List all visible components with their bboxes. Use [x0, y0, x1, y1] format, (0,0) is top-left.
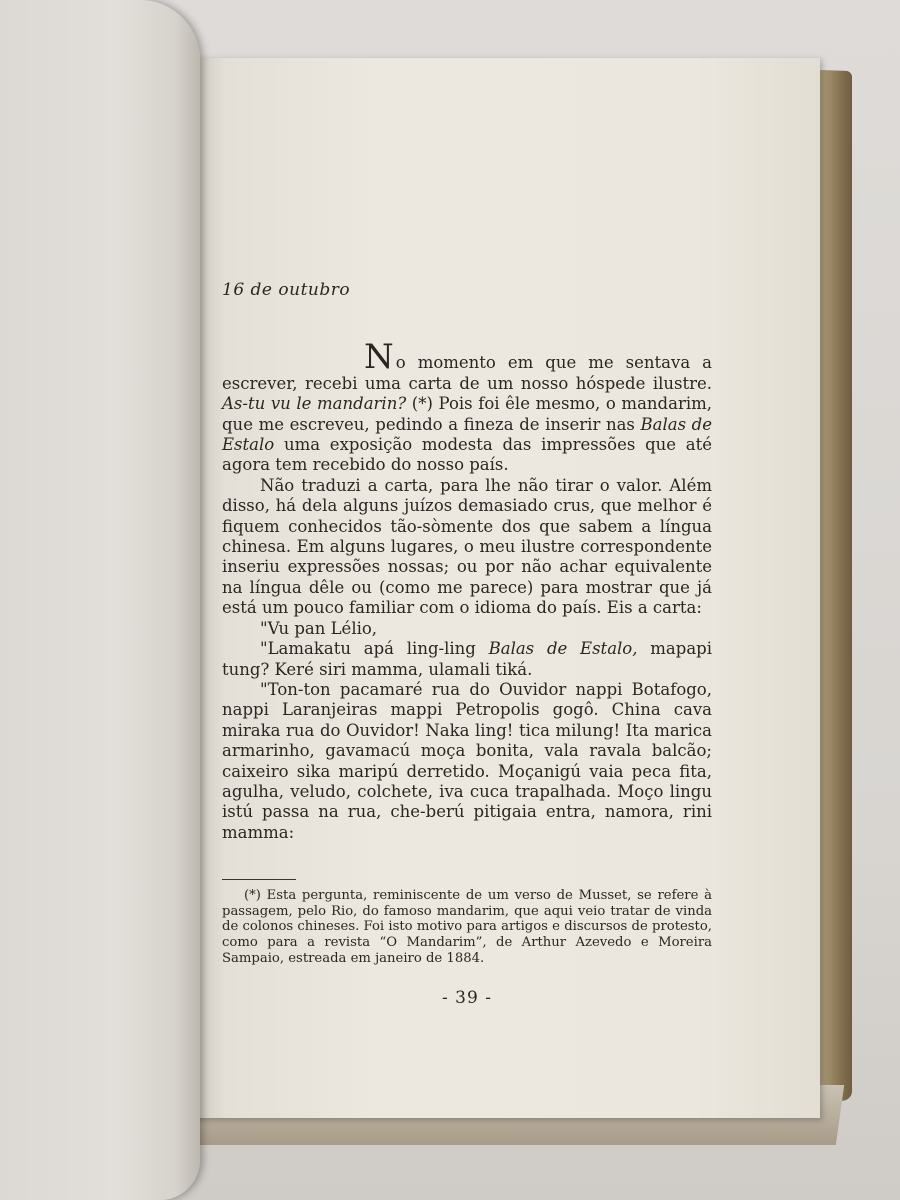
paragraph-1	[222, 337, 713, 475]
paragraph-1-end: uma exposição modesta das impressões que até agora tem recebido do nosso país.	[222, 435, 712, 475]
paragraph-2: Não traduzi a carta, para lhe não tirar o valor. Além disso, há dela alguns juízos demasiado crus, que melhor é fiquem conhecidos tão-sòmente dos que sabem a língua chinesa. Em alguns lugares, o meu ilustre correspondente inseriu expressões nossas; ou por não achar equivalente na língua dêle ou (como me parece) para mostrar que já está um pouco familiar com o idioma do país. Eis a carta:	[222, 475, 712, 618]
chapter-date: 16 de outubro	[222, 280, 351, 300]
paragraph-1-italic-title: Balas de Estalo	[222, 414, 712, 455]
paragraph-4-end: mapapi tung? Keré siri mamma, ulamali tiká.	[222, 639, 712, 679]
page-number: - 39 -	[442, 988, 492, 1009]
paragraph-1-mid: (*) Pois foi êle mesmo, o mandarim, que me escreveu, pedindo a fineza de inserir nas	[222, 394, 713, 434]
paragraph-5: "Ton-ton pacamaré rua do Ouvidor nappi Botafogo, nappi Laranjeiras mappi Petropolis gogô. China cava miraka rua do Ouvidor! Naka ling! tica milung! Ita marica armarinho, gavamacú moça bonita, vala ravala balcão; caixeiro sika maripú derretido. Moçanigú vaia peca fita, agulha, veludo, colchete, iva cuca trapalhada. Moço lingu istú passa na rua, che-berú pitigaia entra, namora, rini mamma:	[222, 679, 712, 842]
page-text	[222, 280, 712, 1009]
left-page	[0, 0, 200, 1200]
paragraph-1-start: o momento em que me sentava a escrever, recebi uma carta de um nosso hóspede ilustre.	[222, 353, 712, 393]
paragraph-3: "Vu pan Lélio,	[260, 618, 378, 638]
drop-cap: N	[364, 337, 396, 378]
paragraph-4-italic-title: Balas de Estalo,	[488, 639, 638, 659]
paragraph-4	[222, 639, 712, 680]
footnote-divider	[222, 879, 296, 880]
paragraph-4-start: "Lamakatu apá ling-ling	[260, 639, 489, 659]
footnote: (*) Esta pergunta, reminiscente de um verso de Musset, se refere à passagem, pelo Rio, do famoso mandarim, que aqui veio tratar de vinda de colonos chineses. Foi isto motivo para artigos e discursos de protesto, como para a revista “O Mandarim”, de Arthur Azevedo e Moreira Sampaio, estreada em janeiro de 1884.	[222, 888, 712, 966]
paragraph-1-italic-question: As-tu vu le mandarin?	[222, 394, 407, 414]
